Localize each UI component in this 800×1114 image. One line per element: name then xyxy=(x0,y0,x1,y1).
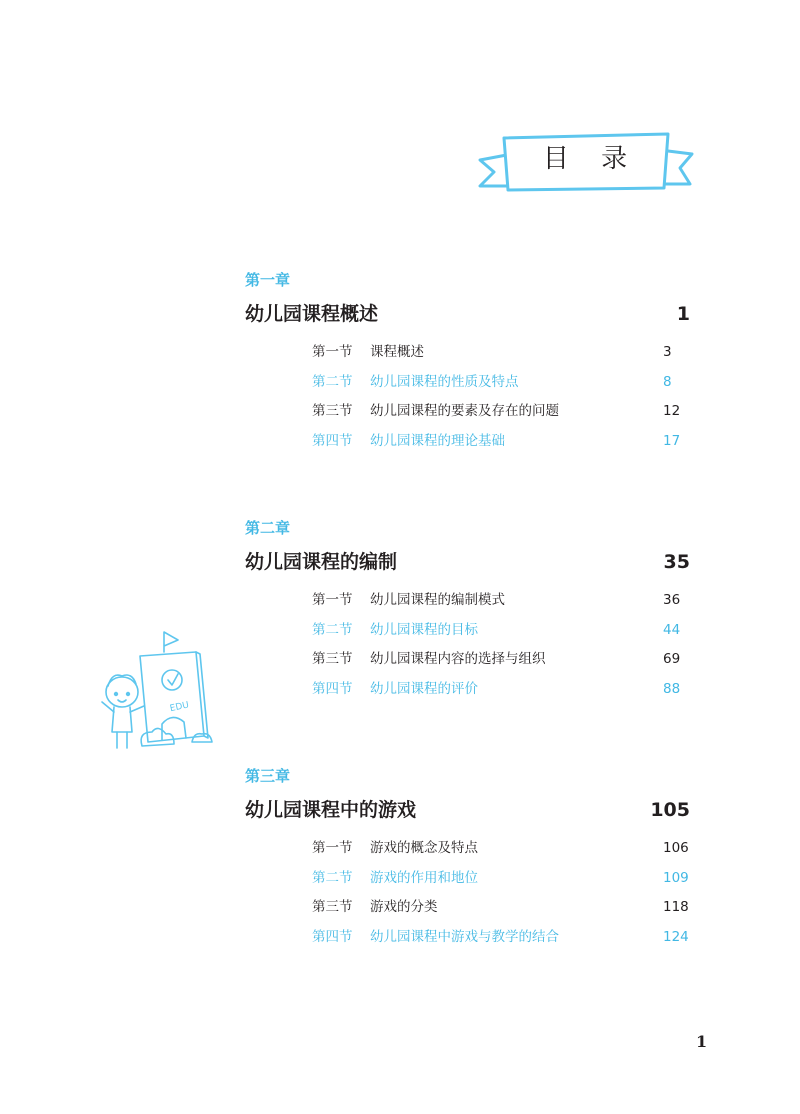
section-number: 第三节 xyxy=(312,899,353,915)
section-title: 游戏的概念及特点 xyxy=(370,840,478,856)
toc-entry[interactable] xyxy=(245,368,690,398)
chapter-page: 1 xyxy=(676,303,690,325)
toc-entry[interactable] xyxy=(245,338,690,368)
section-page: 8 xyxy=(663,373,672,390)
section-title: 幼儿园课程的理论基础 xyxy=(370,432,505,449)
section-title: 幼儿园课程的编制模式 xyxy=(370,592,505,608)
section-number: 第二节 xyxy=(312,621,353,638)
page-number: 1 xyxy=(696,1032,708,1051)
section-number: 第二节 xyxy=(312,373,353,390)
chapter-label: 第二章 xyxy=(245,519,291,537)
section-number: 第三节 xyxy=(312,651,353,667)
section-title: 游戏的作用和地位 xyxy=(370,869,478,886)
section-number: 第四节 xyxy=(312,928,353,945)
section-title: 幼儿园课程的要素及存在的问题 xyxy=(370,403,559,419)
flag-icon xyxy=(164,632,178,652)
chapter-title: 幼儿园课程中的游戏 xyxy=(245,799,417,821)
section-list xyxy=(245,834,690,952)
chapter-title: 幼儿园课程的编制 xyxy=(245,551,398,573)
section-title: 幼儿园课程的性质及特点 xyxy=(370,373,519,390)
section-number: 第一节 xyxy=(312,344,353,360)
section-page: 3 xyxy=(663,344,672,360)
section-number: 第四节 xyxy=(312,432,353,449)
section-page: 88 xyxy=(663,680,681,697)
section-number: 第一节 xyxy=(312,840,353,856)
toc-entry[interactable] xyxy=(245,397,690,427)
toc-entry[interactable] xyxy=(245,427,690,457)
section-list xyxy=(245,338,690,456)
section-title: 幼儿园课程中游戏与教学的结合 xyxy=(370,928,559,945)
section-number: 第四节 xyxy=(312,680,353,697)
section-title: 幼儿园课程的评价 xyxy=(370,680,478,697)
toc-entry[interactable] xyxy=(245,923,690,953)
section-number: 第一节 xyxy=(312,592,353,608)
section-page: 12 xyxy=(663,403,681,419)
toc-title: 目 录 xyxy=(542,144,640,174)
section-page: 36 xyxy=(663,592,681,608)
section-page: 69 xyxy=(663,651,681,667)
toc-entry[interactable] xyxy=(245,616,690,646)
chapter-title: 幼儿园课程概述 xyxy=(245,303,379,325)
section-title: 幼儿园课程的目标 xyxy=(370,621,478,638)
chapter-heading[interactable] xyxy=(245,545,690,579)
toc-entry[interactable] xyxy=(245,893,690,923)
chapter-label: 第三章 xyxy=(245,767,291,785)
toc-entry[interactable] xyxy=(245,864,690,894)
chapter-heading[interactable] xyxy=(245,793,690,827)
toc-entry[interactable] xyxy=(245,586,690,616)
section-list xyxy=(245,586,690,704)
section-title: 课程概述 xyxy=(370,344,424,360)
section-title: 幼儿园课程内容的选择与组织 xyxy=(370,651,546,667)
toc-entry[interactable] xyxy=(245,675,690,705)
section-number: 第二节 xyxy=(312,869,353,886)
toc-entry[interactable] xyxy=(245,834,690,864)
chapter-3 xyxy=(245,765,690,952)
book-label: EDU xyxy=(169,700,190,715)
chapter-page: 35 xyxy=(663,551,690,573)
chapter-1 xyxy=(245,269,690,456)
section-number: 第三节 xyxy=(312,403,353,419)
chapter-2 xyxy=(245,517,690,704)
section-page: 106 xyxy=(663,840,689,856)
toc-entry[interactable] xyxy=(245,645,690,675)
section-title: 游戏的分类 xyxy=(370,899,438,915)
chapter-page: 105 xyxy=(650,799,690,821)
section-page: 118 xyxy=(663,899,689,915)
section-page: 17 xyxy=(663,432,681,449)
section-page: 124 xyxy=(663,928,689,945)
section-page: 44 xyxy=(663,621,681,638)
chapter-heading[interactable] xyxy=(245,297,690,331)
child-with-book-illustration xyxy=(92,628,222,756)
chapter-label: 第一章 xyxy=(245,271,291,289)
section-page: 109 xyxy=(663,869,689,886)
